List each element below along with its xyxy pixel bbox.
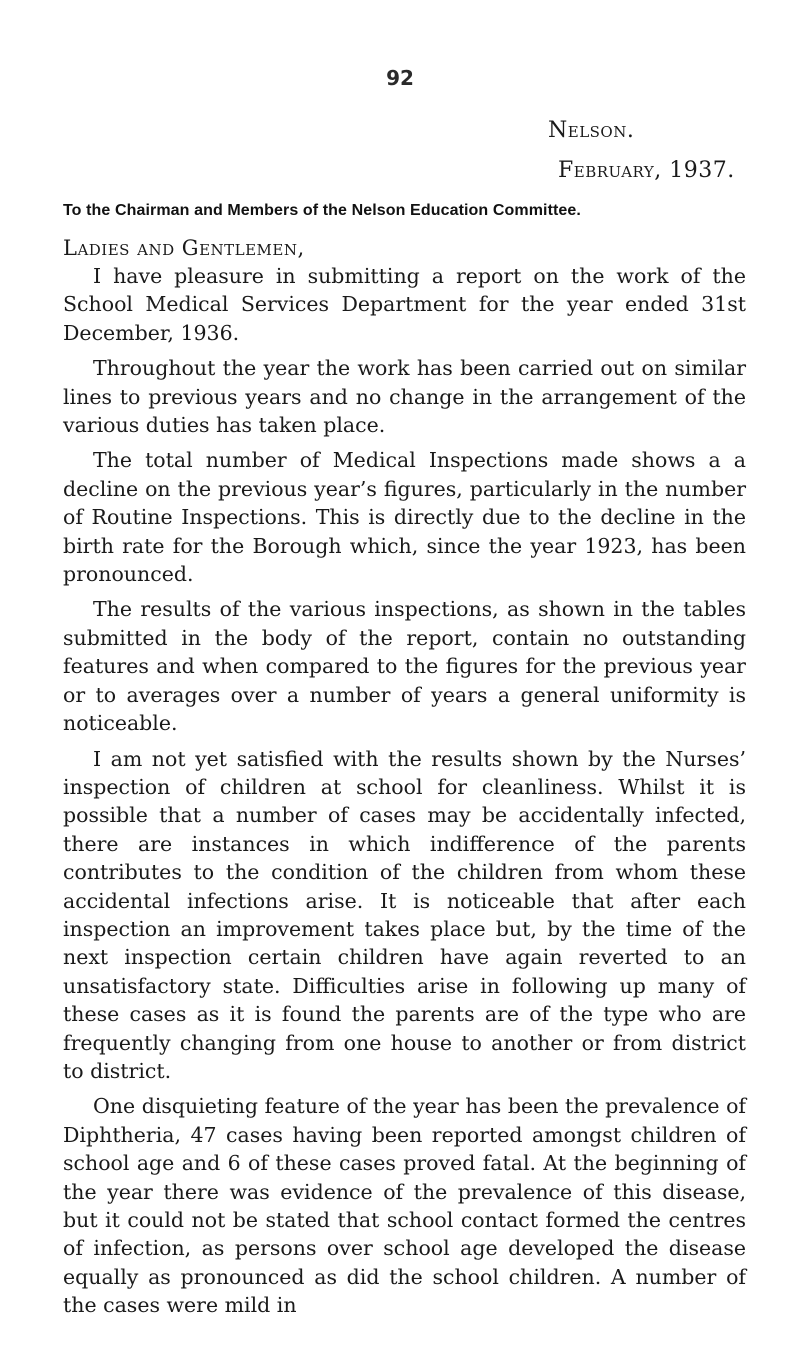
paragraph-5: I am not yet satisfied with the results shown by the Nurses’ inspection of children at school for cleanliness. Whilst it is possible that a number of cases may be accidentally infected, there are instances in which indifference of the parents contributes to the condition of the children from whom these accidental infections arise. It is noticeable that after each inspection an improvement takes place but, by the time of the next inspection certain children have again reverted to an unsatisfactory state. Difficulties arise in following up many of these cases as it is found the parents are of the type who are frequently changing from one house to another or from district to district. bbox=[63, 746, 746, 1083]
letter-salutation: Ladies and Gentlemen, bbox=[63, 236, 305, 260]
paragraph-4: The results of the various inspections, as shown in the tables submitted in the body of the report, contain no outstanding features and when compared to the figures for the previous year or to averages over a number of years a general uniformity is noticeable. bbox=[63, 597, 746, 736]
paragraph-2: Throughout the year the work has been carried out on similar lines to previous years and no change in the arrangement of the various duties has taken place. bbox=[63, 356, 746, 438]
letter-date: February, 1937. bbox=[558, 158, 735, 183]
page-number: 92 bbox=[386, 66, 414, 90]
paragraph-3: The total number of Medical Inspections made shows a a decline on the previous year’s figures, particularly in the number of Routine Inspections. This is directly due to the decline in the birth rate for the Borough which, since the year 1923, has been pronounced. bbox=[63, 448, 746, 587]
letter-addressee: To the Chairman and Members of the Nelson Education Committee. bbox=[63, 202, 581, 219]
letter-place: Nelson. bbox=[548, 118, 635, 143]
paragraph-1: I have pleasure in submitting a report on the work of the School Medical Services Department for the year ended 31st December, 1936. bbox=[63, 264, 746, 345]
paragraph-6: One disquieting feature of the year has been the prevalence of Diphtheria, 47 cases having been reported amongst children of school age and 6 of these cases proved fatal. At the beginning of the year there was evidence of the prevalence of this disease, but it could not be stated that school contact formed the centres of infection, as persons over school age developed the disease equally as pronounced as did the school children. A number of the cases were mild in bbox=[63, 1094, 746, 1318]
report-body bbox=[63, 262, 746, 1327]
